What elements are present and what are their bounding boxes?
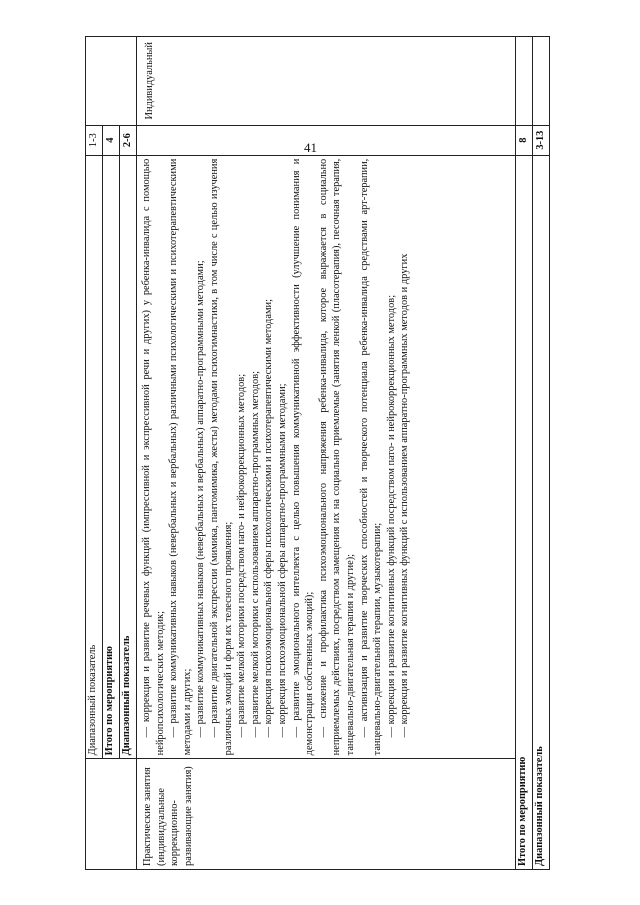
table-row: [533, 37, 550, 870]
activity-table: [85, 36, 550, 870]
top-range2-value: 2-6: [120, 125, 137, 155]
top-range2-label: Диапазонный показатель: [120, 155, 137, 759]
table-cell-empty: [137, 125, 516, 155]
list-item: — развитие мелкой моторики посредством пато- и нейрокоррекционных методов;: [236, 373, 248, 738]
top-total-value: 4: [103, 125, 120, 155]
bottom-range-label: Диапазонный показатель: [533, 155, 550, 869]
list-item: — развитие коммуникативных навыков (невербальных и вербальных) различными психологическими и психотерапевтическими методами и других;: [168, 158, 193, 756]
table-cell-empty: [533, 37, 550, 126]
top-range-label: Диапазонный показатель: [86, 155, 103, 759]
list-item: — развитие мелкой моторики с использованием аппаратно-программных методов;: [249, 371, 261, 738]
table-row: [516, 37, 533, 870]
activity-form: Индивидуальный: [137, 37, 516, 126]
activity-name: Практические занятия (индивидуальные коррекционно-развивающие занятия): [137, 759, 516, 870]
list-item: — снижение и профилактика психоэмоционального напряжения ребенка-инвалида, которое выражается в социально неприемлемых действиях, посредством замещения их на социально приемлемые (занятия ленкой (пласотерапия), песочная терапия, танцевально-двигательная терапия и другие);: [317, 158, 356, 756]
list-item: — коррекция и развитие когнитивных функций с использованием аппаратно-программных методов и других: [399, 253, 411, 738]
bottom-total-value: 8: [516, 125, 533, 155]
list-item: — коррекция и развитие когнитивных функций посредством пато- и нейрокоррекционных методов;: [385, 294, 397, 738]
top-total-label: Итого по мероприятию: [103, 155, 120, 759]
list-item: — активизация и развитие творческих способностей и творческого потенциала ребенка-инвалида средствами арт-терапии, танцевально-двигательной терапии, музыкотерапии;: [358, 158, 384, 756]
table-row: [86, 37, 103, 870]
list-item: — развитие эмоционального интеллекта с целью повышения коммуникативной эффективности (улучшение понимания и демонстрация собственных эмоций);: [290, 158, 316, 756]
table-row: [137, 37, 516, 870]
list-item: — развитие двигательной экспрессии (мимика, пантомимика, жесты) методами психогимнастики, в том числе с целью изучения различных эмоций и форм их телесного проявления;: [208, 158, 234, 756]
top-range-value: 1-3: [86, 125, 103, 155]
rotated-table-wrapper: [85, 36, 550, 870]
list-item: — коррекция психоэмоциональной сферы аппаратно-программными методами;: [276, 383, 288, 738]
list-item: — развитие коммуникативных навыков (невербальных и вербальных) аппаратно-программными методами;: [195, 260, 207, 738]
list-item: — коррекция и развитие речевых функций (импрессивной и экспрессивной речи и других) у ребенка-инвалида с помощью нейропсихологических методик;: [141, 158, 166, 756]
list-item: — коррекция психоэмоциональной сферы психологическими и психотерапевтическими методами;: [263, 299, 275, 738]
page-number: 41: [304, 140, 317, 155]
table-row: [120, 37, 137, 870]
bottom-range-value: 3-13: [533, 125, 550, 155]
table-row: [103, 37, 120, 870]
table-cell-empty: [86, 759, 137, 870]
table-cell-empty: [516, 37, 533, 126]
bottom-total-label: Итого по мероприятию: [516, 155, 533, 869]
table-cell-empty: [86, 37, 137, 126]
activity-items: [137, 155, 516, 759]
